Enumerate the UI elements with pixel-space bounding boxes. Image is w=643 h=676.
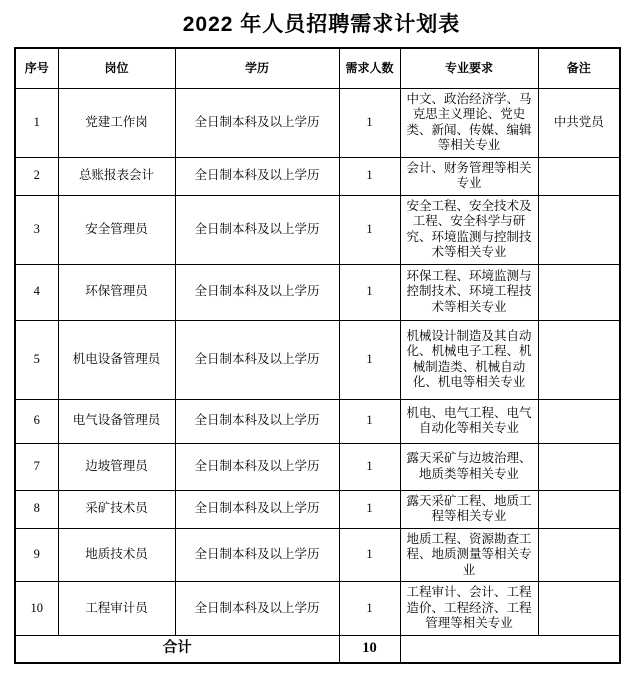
- table-row: [15, 490, 620, 528]
- cell-education: 全日制本科及以上学历: [175, 399, 339, 443]
- total-count: 10: [339, 635, 400, 663]
- cell-major: 露天采矿工程、地质工程等相关专业: [400, 490, 538, 528]
- table-row: [15, 157, 620, 195]
- cell-education: 全日制本科及以上学历: [175, 582, 339, 636]
- header-no: 序号: [15, 48, 58, 88]
- table-footer: [15, 635, 620, 663]
- cell-remark: [538, 157, 620, 195]
- header-education: 学历: [175, 48, 339, 88]
- table-row: [15, 528, 620, 582]
- cell-position: 总账报表会计: [58, 157, 175, 195]
- cell-remark: 中共党员: [538, 88, 620, 157]
- table-row: [15, 264, 620, 320]
- cell-no: 7: [15, 443, 58, 490]
- cell-education: 全日制本科及以上学历: [175, 320, 339, 399]
- cell-education: 全日制本科及以上学历: [175, 443, 339, 490]
- cell-major: 地质工程、资源勘查工程、地质测量等相关专业: [400, 528, 538, 582]
- cell-count: 1: [339, 443, 400, 490]
- cell-no: 6: [15, 399, 58, 443]
- cell-remark: [538, 320, 620, 399]
- cell-major: 露天采矿与边坡治理、地质类等相关专业: [400, 443, 538, 490]
- cell-count: 1: [339, 582, 400, 636]
- cell-remark: [538, 490, 620, 528]
- cell-major: 中文、政治经济学、马克思主义理论、党史类、新闻、传媒、编辑等相关专业: [400, 88, 538, 157]
- total-empty-cell: [400, 635, 620, 663]
- cell-major: 机电、电气工程、电气自动化等相关专业: [400, 399, 538, 443]
- cell-major: 安全工程、安全技术及工程、安全科学与研究、环境监测与控制技术等相关专业: [400, 195, 538, 264]
- cell-remark: [538, 195, 620, 264]
- cell-position: 电气设备管理员: [58, 399, 175, 443]
- cell-no: 8: [15, 490, 58, 528]
- table-row: [15, 195, 620, 264]
- cell-count: 1: [339, 490, 400, 528]
- cell-position: 边坡管理员: [58, 443, 175, 490]
- cell-no: 5: [15, 320, 58, 399]
- cell-position: 地质技术员: [58, 528, 175, 582]
- cell-count: 1: [339, 195, 400, 264]
- cell-education: 全日制本科及以上学历: [175, 490, 339, 528]
- cell-count: 1: [339, 528, 400, 582]
- cell-education: 全日制本科及以上学历: [175, 88, 339, 157]
- cell-remark: [538, 582, 620, 636]
- header-major: 专业要求: [400, 48, 538, 88]
- table-row: [15, 399, 620, 443]
- table-body: [15, 88, 620, 635]
- header-remark: 备注: [538, 48, 620, 88]
- cell-remark: [538, 528, 620, 582]
- cell-education: 全日制本科及以上学历: [175, 157, 339, 195]
- cell-major: 工程审计、会计、工程造价、工程经济、工程管理等相关专业: [400, 582, 538, 636]
- cell-no: 1: [15, 88, 58, 157]
- cell-education: 全日制本科及以上学历: [175, 195, 339, 264]
- cell-position: 机电设备管理员: [58, 320, 175, 399]
- cell-remark: [538, 443, 620, 490]
- cell-no: 3: [15, 195, 58, 264]
- cell-count: 1: [339, 264, 400, 320]
- cell-position: 党建工作岗: [58, 88, 175, 157]
- table-row: [15, 582, 620, 636]
- cell-remark: [538, 264, 620, 320]
- cell-position: 采矿技术员: [58, 490, 175, 528]
- cell-no: 10: [15, 582, 58, 636]
- cell-position: 工程审计员: [58, 582, 175, 636]
- cell-count: 1: [339, 320, 400, 399]
- cell-major: 机械设计制造及其自动化、机械电子工程、机械制造类、机械自动化、机电等相关专业: [400, 320, 538, 399]
- cell-no: 9: [15, 528, 58, 582]
- cell-education: 全日制本科及以上学历: [175, 528, 339, 582]
- header-row: [15, 48, 620, 88]
- cell-major: 环保工程、环境监测与控制技术、环境工程技术等相关专业: [400, 264, 538, 320]
- table-row: [15, 443, 620, 490]
- cell-count: 1: [339, 399, 400, 443]
- cell-education: 全日制本科及以上学历: [175, 264, 339, 320]
- cell-no: 2: [15, 157, 58, 195]
- total-label: 合计: [15, 635, 339, 663]
- cell-position: 安全管理员: [58, 195, 175, 264]
- table-row: [15, 320, 620, 399]
- header-count: 需求人数: [339, 48, 400, 88]
- total-row: [15, 635, 620, 663]
- recruitment-plan-table: [14, 47, 621, 664]
- cell-major: 会计、财务管理等相关专业: [400, 157, 538, 195]
- table-row: [15, 88, 620, 157]
- table-header: [15, 48, 620, 88]
- cell-no: 4: [15, 264, 58, 320]
- cell-remark: [538, 399, 620, 443]
- cell-count: 1: [339, 157, 400, 195]
- header-position: 岗位: [58, 48, 175, 88]
- page-title: 2022 年人员招聘需求计划表: [182, 13, 461, 36]
- cell-count: 1: [339, 88, 400, 157]
- cell-position: 环保管理员: [58, 264, 175, 320]
